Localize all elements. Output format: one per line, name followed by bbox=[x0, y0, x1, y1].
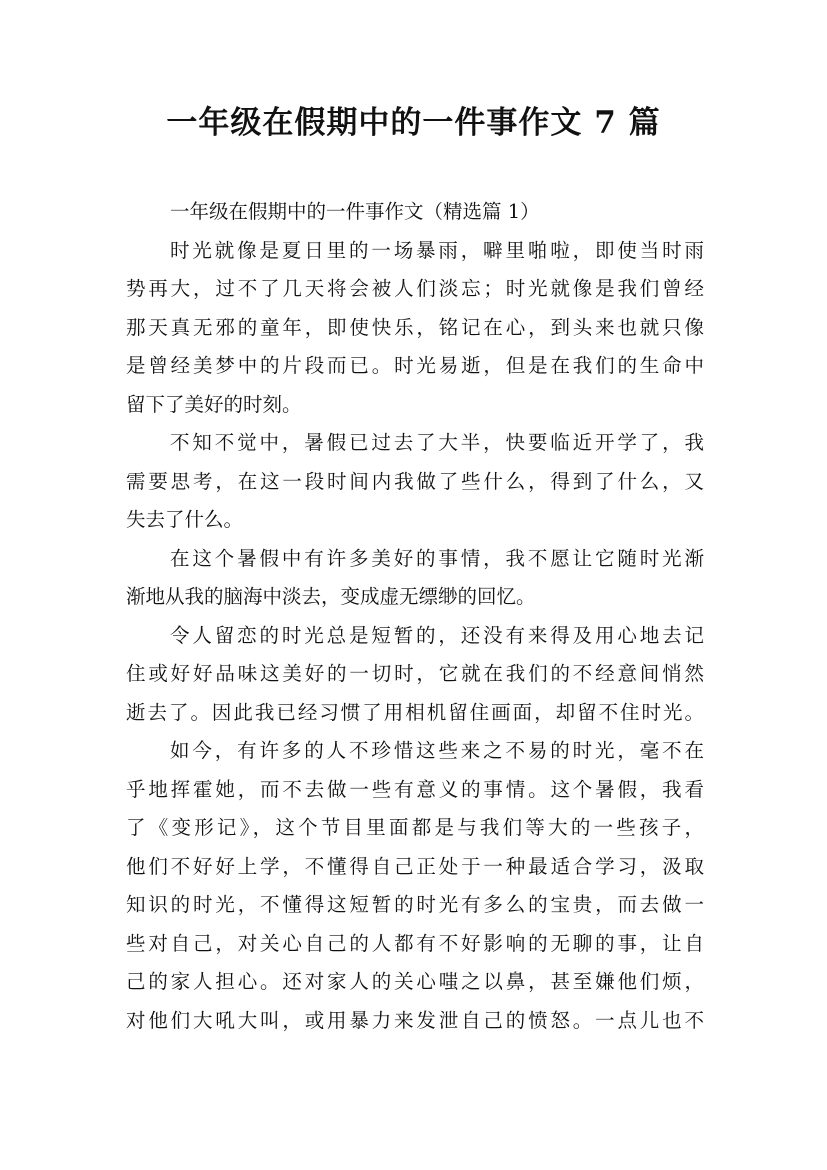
paragraph-line: 些对自己，对关心自己的人都有不好影响的无聊的事，让自 bbox=[126, 931, 704, 955]
document-title: 一年级在假期中的一件事作文 7 篇 bbox=[166, 105, 661, 141]
section-heading: 一年级在假期中的一件事作文（精选篇 1） bbox=[170, 200, 540, 223]
paragraph-line: 逝去了。因此我已经习惯了用相机留住画面，却留不住时光。 bbox=[126, 700, 704, 724]
paragraph-line: 了《变形记》，这个节目里面都是与我们等大的一些孩子， bbox=[126, 816, 704, 839]
paragraph-line: 他们不好好上学，不懂得自己正处于一种最适合学习，汲取 bbox=[126, 854, 704, 878]
paragraph-line: 对他们大吼大叫，或用暴力来发泄自己的愤怒。一点儿也不 bbox=[126, 1008, 704, 1032]
paragraph-line: 如今，有许多的人不珍惜这些来之不易的时光，毫不在 bbox=[170, 739, 704, 762]
paragraph-line: 时光就像是夏日里的一场暴雨，噼里啪啦，即使当时雨 bbox=[170, 238, 704, 262]
paragraph-line: 令人留恋的时光总是短暂的，还没有来得及用心地去记 bbox=[170, 623, 704, 647]
paragraph-line: 那天真无邪的童年，即使快乐，铭记在心，到头来也就只像 bbox=[126, 315, 704, 339]
document-body bbox=[126, 193, 704, 1040]
paragraph-line: 势再大，过不了几天将会被人们淡忘；时光就像是我们曾经 bbox=[126, 277, 704, 300]
paragraph-line: 己的家人担心。还对家人的关心嗤之以鼻，甚至嫌他们烦， bbox=[126, 970, 704, 993]
paragraph-line: 知识的时光，不懂得这短暂的时光有多么的宝贵，而去做一 bbox=[126, 893, 704, 916]
paragraph-line: 留下了美好的时刻。 bbox=[126, 392, 302, 416]
paragraph-line: 需要思考，在这一段时间内我做了些什么，得到了什么，又 bbox=[126, 469, 704, 493]
paragraph-line: 在这个暑假中有许多美好的事情，我不愿让它随时光渐 bbox=[170, 546, 704, 570]
paragraph-line: 是曾经美梦中的片段而已。时光易逝，但是在我们的生命中 bbox=[126, 354, 704, 377]
paragraph-line: 住或好好品味这美好的一切时，它就在我们的不经意间悄然 bbox=[126, 662, 704, 685]
paragraph-line: 失去了什么。 bbox=[126, 508, 244, 531]
paragraph-line: 乎地挥霍她，而不去做一些有意义的事情。这个暑假，我看 bbox=[126, 777, 704, 801]
paragraph-line: 不知不觉中，暑假已过去了大半，快要临近开学了，我 bbox=[170, 431, 704, 454]
paragraph-line: 渐地从我的脑海中淡去，变成虚无缥缈的回忆。 bbox=[126, 585, 536, 608]
